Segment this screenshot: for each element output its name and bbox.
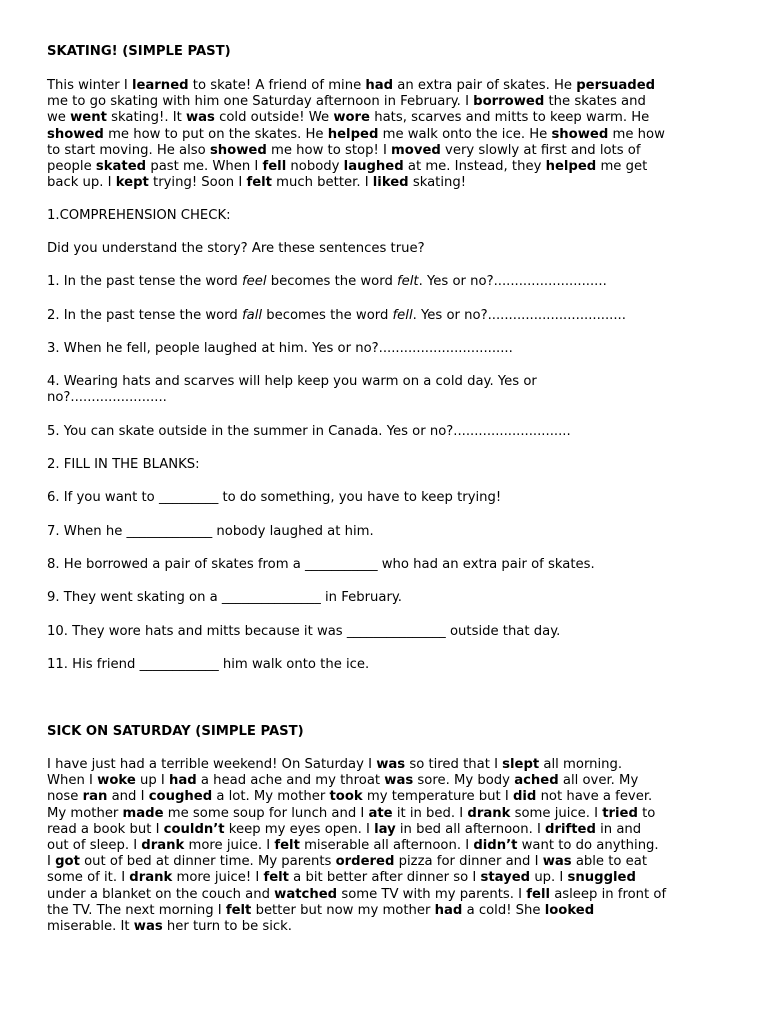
bold-verb: wore xyxy=(333,110,371,126)
text-run: up I xyxy=(135,773,169,789)
text-run: out of sleep. I xyxy=(47,838,142,854)
text-run: keep my eyes open. I xyxy=(224,821,375,837)
bold-verb: did xyxy=(512,789,537,805)
paragraph-line xyxy=(47,175,727,191)
text-run: all over. My xyxy=(558,773,639,789)
text-run: me to go skating with him one Saturday afternoon in February. I xyxy=(47,94,474,110)
bold-verb: coughed xyxy=(148,789,213,805)
text-run: miserable. It xyxy=(47,919,134,935)
text-run: cold outside! We xyxy=(214,110,334,126)
bold-verb: borrowed xyxy=(473,94,545,110)
bold-verb: ate xyxy=(368,805,393,821)
bold-verb: was xyxy=(542,854,572,870)
text-run: my temperature but I xyxy=(362,789,513,805)
paragraph-line xyxy=(47,870,727,886)
bold-verb: had xyxy=(434,902,463,918)
story2-title: SICK ON SATURDAY (SIMPLE PAST) xyxy=(47,724,304,739)
italic-word: felt xyxy=(397,274,419,289)
bold-verb: went xyxy=(70,110,107,126)
text-run: under a blanket on the couch and xyxy=(47,886,275,902)
paragraph-line xyxy=(47,903,727,919)
question-3: 3. When he fell, people laughed at him. Yes or no?................................ xyxy=(47,341,513,356)
text-run: My mother xyxy=(47,805,123,821)
paragraph-line xyxy=(47,919,727,935)
text-run: it in bed. I xyxy=(392,805,468,821)
text-run: want to do anything. xyxy=(517,838,659,854)
paragraph-line xyxy=(47,143,727,159)
italic-word: feel xyxy=(242,274,267,289)
text-run: much better. I xyxy=(271,175,373,191)
text-run: hats, scarves and mitts to keep warm. He xyxy=(370,110,650,126)
question-2 xyxy=(47,308,737,324)
paragraph-line xyxy=(47,127,727,143)
text-run: at me. Instead, they xyxy=(403,159,546,175)
text-run: more juice. I xyxy=(184,838,275,854)
text-run: becomes the word xyxy=(266,274,398,289)
bold-verb: moved xyxy=(391,142,441,158)
paragraph-line xyxy=(47,789,727,805)
paragraph-line xyxy=(47,159,727,175)
text-run: I xyxy=(47,854,56,870)
question-1 xyxy=(47,274,737,290)
bold-verb: was xyxy=(133,919,163,935)
text-run: I have just had a terrible weekend! On Saturday I xyxy=(47,757,377,772)
bold-verb: felt xyxy=(225,902,252,918)
text-run: to start moving. He also xyxy=(47,142,210,158)
bold-verb: drifted xyxy=(545,821,596,837)
question-7: 7. When he _____________ nobody laughed at him. xyxy=(47,524,374,539)
text-run: people xyxy=(47,159,96,175)
bold-verb: ran xyxy=(82,789,108,805)
text-run: to skate! A friend of mine xyxy=(188,78,366,93)
section1-heading: 1.COMPREHENSION CHECK: xyxy=(47,208,231,223)
bold-verb: was xyxy=(376,757,406,772)
text-run: and I xyxy=(107,789,149,805)
paragraph-line xyxy=(47,887,727,903)
paragraph-line xyxy=(47,110,727,126)
question-9: 9. They went skating on a _______________ in February. xyxy=(47,590,402,605)
text-run: past me. When I xyxy=(146,159,263,175)
bold-verb: learned xyxy=(131,78,189,93)
text-run: better but now my mother xyxy=(251,902,435,918)
text-run: When I xyxy=(47,773,98,789)
text-run: . Yes or no?........................... xyxy=(418,274,607,289)
text-run: nobody xyxy=(286,159,344,175)
bold-verb: helped xyxy=(545,159,597,175)
bold-verb: showed xyxy=(209,142,267,158)
bold-verb: didn’t xyxy=(473,838,518,854)
text-run: me walk onto the ice. He xyxy=(378,126,552,142)
bold-verb: drank xyxy=(141,838,185,854)
bold-verb: showed xyxy=(47,126,104,142)
paragraph-line xyxy=(47,838,727,854)
italic-word: fell xyxy=(392,308,413,323)
text-run: in and xyxy=(595,821,642,837)
text-run: miserable all afternoon. I xyxy=(299,838,474,854)
bold-verb: got xyxy=(55,854,80,870)
text-run: back up. I xyxy=(47,175,116,191)
text-run: . Yes or no?................................. xyxy=(412,308,626,323)
bold-verb: felt xyxy=(246,175,272,191)
bold-verb: made xyxy=(122,805,164,821)
text-run: very slowly at first and lots of xyxy=(440,142,641,158)
text-run: more juice! I xyxy=(172,870,264,886)
italic-word: fall xyxy=(242,308,263,323)
bold-verb: felt xyxy=(263,870,289,886)
bold-verb: fell xyxy=(262,159,287,175)
text-run: her turn to be sick. xyxy=(162,919,292,935)
question-6: 6. If you want to _________ to do something, you have to keep trying! xyxy=(47,490,502,505)
text-run: This winter I xyxy=(47,78,132,93)
bold-verb: had xyxy=(168,773,197,789)
bold-verb: slept xyxy=(502,757,540,772)
story2-paragraph xyxy=(47,757,727,935)
bold-verb: woke xyxy=(97,773,136,789)
text-run: a cold! She xyxy=(462,902,545,918)
question-4-line-1: 4. Wearing hats and scarves will help keep you warm on a cold day. Yes or xyxy=(47,374,537,389)
text-run: read a book but I xyxy=(47,821,164,837)
bold-verb: ached xyxy=(514,773,559,789)
text-run: nose xyxy=(47,789,83,805)
text-run: some TV with my parents. I xyxy=(337,886,527,902)
bold-verb: felt xyxy=(274,838,300,854)
bold-verb: watched xyxy=(274,886,338,902)
text-run: an extra pair of skates. He xyxy=(393,78,577,93)
bold-verb: showed xyxy=(551,126,609,142)
bold-verb: looked xyxy=(544,902,595,918)
text-run: becomes the word xyxy=(262,308,393,323)
question-8: 8. He borrowed a pair of skates from a ___________ who had an extra pair of skates. xyxy=(47,557,595,572)
bold-verb: couldn’t xyxy=(163,821,225,837)
text-run: a lot. My mother xyxy=(212,789,330,805)
text-run: me how xyxy=(608,126,665,142)
paragraph-line xyxy=(47,806,727,822)
story1-title: SKATING! (SIMPLE PAST) xyxy=(47,44,231,59)
bold-verb: laughed xyxy=(343,159,404,175)
paragraph-line xyxy=(47,94,727,110)
bold-verb: drank xyxy=(467,805,511,821)
text-run: sore. My body xyxy=(413,773,515,789)
bold-verb: helped xyxy=(327,126,379,142)
section2-heading: 2. FILL IN THE BLANKS: xyxy=(47,457,200,472)
paragraph-line xyxy=(47,854,727,870)
text-run: me how to put on the skates. He xyxy=(103,126,328,142)
text-run: skating! xyxy=(408,175,467,191)
text-run: 1. In the past tense the word xyxy=(47,274,242,289)
bold-verb: was xyxy=(384,773,414,789)
text-run: me some soup for lunch and I xyxy=(163,805,369,821)
bold-verb: was xyxy=(185,110,215,126)
text-run: we xyxy=(47,110,71,126)
text-run: pizza for dinner and I xyxy=(394,854,543,870)
bold-verb: fell xyxy=(526,886,550,902)
text-run: some of it. I xyxy=(47,870,130,886)
text-run: a bit better after dinner so I xyxy=(288,870,481,886)
question-10: 10. They wore hats and mitts because it was _______________ outside that day. xyxy=(47,624,561,639)
paragraph-line xyxy=(47,822,727,838)
text-run: all morning. xyxy=(539,757,623,772)
text-run: me get xyxy=(596,159,648,175)
bold-verb: lay xyxy=(374,821,396,837)
text-run: trying! Soon I xyxy=(148,175,247,191)
text-run: not have a fever. xyxy=(536,789,653,805)
text-run: some juice. I xyxy=(510,805,603,821)
paragraph-line xyxy=(47,757,727,773)
bold-verb: took xyxy=(329,789,363,805)
text-run: 2. In the past tense the word xyxy=(47,308,242,323)
text-run: out of bed at dinner time. My parents xyxy=(79,854,336,870)
bold-verb: ordered xyxy=(335,854,395,870)
text-run: the skates and xyxy=(544,94,646,110)
bold-verb: snuggled xyxy=(567,870,636,886)
paragraph-line xyxy=(47,773,727,789)
text-run: the TV. The next morning I xyxy=(47,902,226,918)
bold-verb: stayed xyxy=(480,870,531,886)
text-run: asleep in front of xyxy=(550,886,667,902)
bold-verb: drank xyxy=(129,870,173,886)
question-4-line-2: no?....................... xyxy=(47,390,167,405)
text-run: so tired that I xyxy=(405,757,503,772)
text-run: a head ache and my throat xyxy=(196,773,385,789)
text-run: skating!. It xyxy=(106,110,186,126)
text-run: up. I xyxy=(530,870,568,886)
bold-verb: kept xyxy=(115,175,149,191)
question-5: 5. You can skate outside in the summer in Canada. Yes or no?............................ xyxy=(47,424,571,439)
question-11: 11. His friend ____________ him walk onto the ice. xyxy=(47,657,370,672)
bold-verb: skated xyxy=(95,159,147,175)
text-run: me how to stop! I xyxy=(266,142,392,158)
bold-verb: persuaded xyxy=(576,78,656,93)
bold-verb: liked xyxy=(372,175,409,191)
bold-verb: had xyxy=(365,78,394,93)
text-run: able to eat xyxy=(571,854,648,870)
bold-verb: tried xyxy=(602,805,638,821)
text-run: to xyxy=(637,805,656,821)
section1-intro: Did you understand the story? Are these sentences true? xyxy=(47,241,425,256)
paragraph-line xyxy=(47,78,727,94)
text-run: in bed all afternoon. I xyxy=(395,821,546,837)
story1-paragraph xyxy=(47,78,727,191)
